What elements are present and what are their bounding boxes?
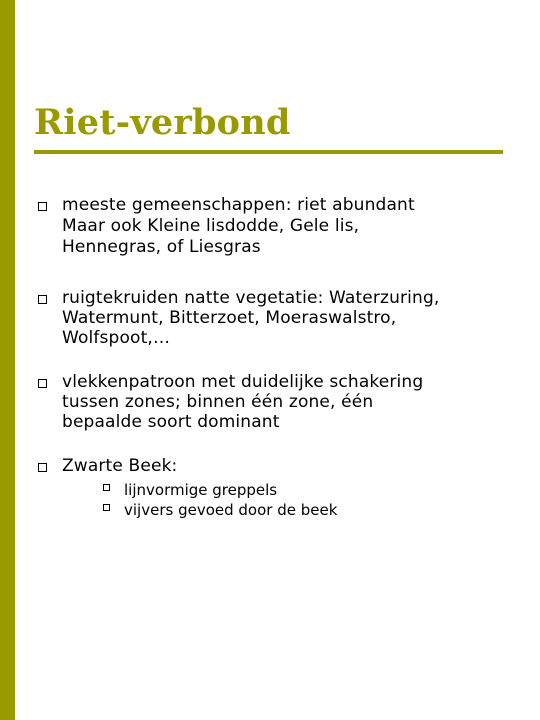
- bullet-text: Zwarte Beek:: [62, 456, 178, 476]
- hollow-square-icon: [103, 484, 110, 491]
- bullet-text: meeste gemeenschappen: riet abundant Maar ook Kleine lisdodde, Gele lis, Hennegras, of Liesgras: [62, 195, 415, 257]
- sub-bullet-text: lijnvormige greppels: [124, 481, 278, 499]
- slide-title: Riet-verbond: [34, 102, 291, 143]
- hollow-square-icon: [38, 379, 47, 388]
- hollow-square-icon: [103, 504, 110, 511]
- hollow-square-icon: [38, 202, 47, 211]
- hollow-square-icon: [38, 463, 47, 472]
- sub-bullet-text: vijvers gevoed door de beek: [124, 501, 338, 519]
- hollow-square-icon: [38, 295, 47, 304]
- bullet-text: ruigtekruiden natte vegetatie: Waterzuring, Watermunt, Bitterzoet, Moeraswalstro, Wolfspoot,…: [62, 288, 440, 348]
- bullet-text: vlekkenpatroon met duidelijke schakering tussen zones; binnen één zone, één bepaalde soort dominant: [62, 372, 424, 432]
